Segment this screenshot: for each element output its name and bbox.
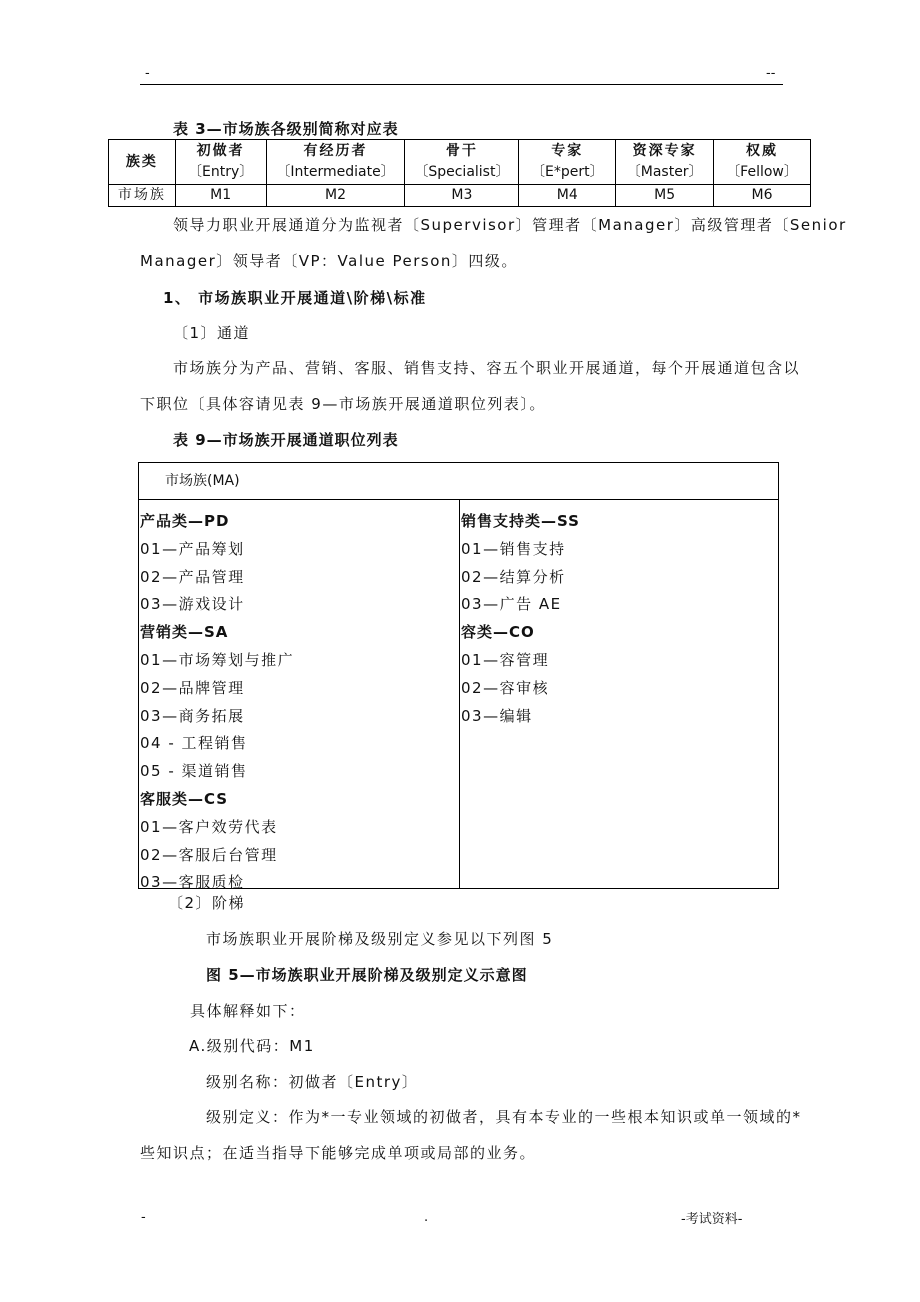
level-code: M4: [519, 185, 616, 207]
table3-header-row: [109, 140, 811, 185]
table9-title-row: [139, 463, 778, 500]
position-item: 02—产品管理: [140, 567, 245, 586]
position-item: 01—产品筹划: [140, 539, 245, 558]
level-name: 初做者: [196, 143, 245, 159]
level-name: 权威: [746, 143, 779, 159]
level-code: M3: [405, 185, 519, 207]
paragraph-channel-line2: 下职位〔具体容请见表 9—市场族开展通道职位列表〕。: [140, 395, 546, 413]
header-rule: [140, 84, 783, 85]
table3-header-level: [714, 140, 811, 185]
category-heading: 客服类—CS: [140, 789, 229, 808]
paragraph-channel-line1: 市场族分为产品、营销、客服、销售支持、容五个职业开展通道，每个开展通道包含以: [173, 359, 801, 377]
level-name: 资深专家: [632, 143, 697, 159]
level-en: 〔Entry〕: [188, 164, 254, 180]
table3-header-level: [266, 140, 405, 185]
paragraph-leadership-line2: Manager〕领导者〔VP：Value Person〕四级。: [140, 252, 518, 270]
header-right-mark: --: [766, 66, 776, 81]
subheading-ladder: 〔2〕阶梯: [168, 894, 246, 912]
position-item: 02—品牌管理: [140, 678, 245, 697]
footer-left-mark: -: [141, 1210, 146, 1225]
position-item: 03—商务拓展: [140, 706, 245, 725]
category-heading: 容类—CO: [461, 623, 535, 642]
position-item: 03—编辑: [461, 706, 533, 725]
position-item: 05 - 渠道销售: [140, 762, 248, 781]
level-code: M6: [714, 185, 811, 207]
level-code-line: A.级别代码：M1: [189, 1037, 315, 1055]
position-item: 01—销售支持: [461, 539, 566, 558]
position-item: 03—客服质检: [140, 873, 245, 892]
table9-right-column: [461, 507, 580, 729]
table3-header-level: [616, 140, 714, 185]
figure5-caption: 图 5—市场族职业开展阶梯及级别定义示意图: [206, 966, 528, 984]
position-item: 01—市场筹划与推广: [140, 650, 295, 669]
table9-title: 市场族(MA): [165, 473, 240, 489]
table3-row-label: 市场族: [109, 185, 176, 207]
level-name-line: 级别名称：初做者〔Entry〕: [206, 1073, 419, 1091]
paragraph-ladder-reference: 市场族职业开展阶梯及级别定义参见以下列图 5: [206, 930, 554, 948]
position-item: 02—客服后台管理: [140, 845, 278, 864]
level-definition-line1: 级别定义：作为*一专业领域的初做者，具有本专业的一些根本知识或单一领域的*: [206, 1108, 802, 1126]
level-code: M1: [175, 185, 266, 207]
paragraph-explain: 具体解释如下：: [190, 1002, 306, 1020]
position-item: 03—游戏设计: [140, 595, 245, 614]
paragraph-leadership-line1: 领导力职业开展通道分为监视者〔Supervisor〕管理者〔Manager〕高级管理者〔Senior: [173, 216, 847, 234]
table3-header-level: [519, 140, 616, 185]
table3-header-level: [175, 140, 266, 185]
table3-caption: 表 3—市场族各级别简称对应表: [173, 120, 399, 138]
level-en: 〔Intermediate〕: [276, 164, 395, 180]
level-en: 〔Specialist〕: [414, 164, 510, 180]
level-abbreviation-table: [108, 139, 811, 207]
footer-label: -考试资料-: [681, 1212, 743, 1227]
table9-left-column: [140, 507, 294, 896]
table9-column-divider: [459, 500, 460, 889]
table3-data-row: [109, 185, 811, 207]
level-code: M2: [266, 185, 405, 207]
table3-header-level: [405, 140, 519, 185]
footer-middle-mark: .: [424, 1210, 429, 1225]
table3-header-family: 族类: [109, 140, 176, 185]
level-code: M5: [616, 185, 714, 207]
level-en: 〔Fellow〕: [726, 164, 798, 180]
position-item: 02—结算分析: [461, 567, 566, 586]
position-item: 02—容审核: [461, 678, 550, 697]
level-name: 有经历者: [303, 143, 368, 159]
position-item: 01—容管理: [461, 650, 550, 669]
level-en: 〔Master〕: [626, 164, 703, 180]
header-left-mark: -: [145, 66, 150, 81]
level-en: 〔E*pert〕: [530, 164, 604, 180]
category-heading: 销售支持类—SS: [461, 512, 580, 530]
position-item: 04 - 工程销售: [140, 734, 248, 753]
category-heading: 产品类—PD: [140, 512, 230, 530]
table9-caption: 表 9—市场族开展通道职位列表: [173, 431, 399, 449]
level-name: 专家: [551, 143, 584, 159]
position-item: 01—客户效劳代表: [140, 817, 278, 836]
category-heading: 营销类—SA: [140, 623, 229, 642]
position-item: 03—广告 AE: [461, 595, 562, 614]
subheading-channel: 〔1〕通道: [173, 324, 251, 342]
level-definition-line2: 些知识点；在适当指导下能够完成单项或局部的业务。: [140, 1144, 537, 1162]
channel-positions-table: [138, 462, 779, 892]
level-name: 骨干: [445, 143, 478, 159]
section-heading: 1、 市场族职业开展通道\阶梯\标准: [163, 289, 427, 307]
